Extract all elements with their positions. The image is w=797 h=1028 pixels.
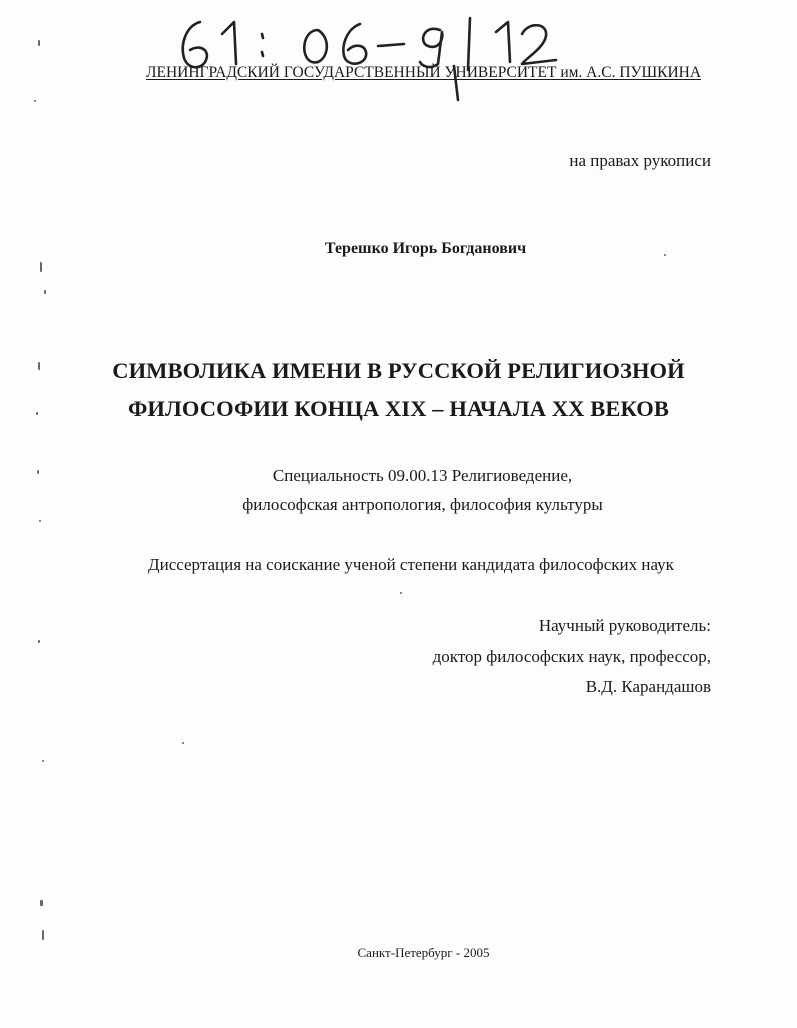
hw-digit-1: [222, 22, 236, 64]
specialty-line-1: Специальность 09.00.13 Религиоведение,: [272, 466, 573, 485]
title-line-2: ФИЛОСОФИИ КОНЦА XIX – НАЧАЛА XX ВЕКОВ: [127, 396, 670, 421]
hw-digit-0: [304, 30, 327, 62]
university-name: ЛЕНИНГРАДСКИЙ ГОСУДАРСТВЕННЫЙ УНИВЕРСИТЕТ им. А.С. ПУШКИНА: [146, 64, 702, 81]
scan-speck: [38, 40, 40, 46]
scan-speck: [40, 900, 43, 906]
scan-speck: [664, 254, 666, 256]
scan-speck: [36, 412, 38, 415]
hw-colon: [262, 34, 263, 56]
scan-speck: [42, 930, 44, 940]
hw-digit-6b: [343, 24, 366, 64]
supervisor-degree: доктор философских наук, профессор,: [432, 647, 711, 666]
supervisor-heading: Научный руководитель:: [538, 616, 711, 635]
scan-speck: [38, 640, 40, 643]
scan-speck: [182, 742, 184, 744]
scan-speck: [34, 100, 36, 102]
supervisor-name: В.Д. Карандашов: [585, 677, 711, 696]
hw-digit-2: [522, 25, 556, 64]
scan-speck: [400, 592, 402, 594]
scan-speck: [38, 362, 40, 370]
hw-digit-9: [420, 29, 442, 67]
author-name: Терешко Игорь Богданович: [324, 240, 527, 257]
handwritten-catalog-number: [0, 0, 797, 110]
hw-digit-1b: [496, 22, 510, 62]
city-year: Санкт-Петербург - 2005: [357, 945, 490, 960]
dissertation-statement: Диссертация на соискание ученой степени кандидата философских наук: [148, 555, 674, 574]
manuscript-note: на правах рукописи: [569, 151, 711, 170]
scan-speck: [37, 470, 39, 474]
scan-speck: [42, 760, 44, 762]
scan-speck: [39, 520, 41, 522]
specialty-line-2: философская антропология, философия культуры: [242, 495, 603, 514]
scan-speck: [40, 262, 42, 272]
hw-dash: [378, 44, 404, 46]
hw-digit-6: [183, 22, 207, 67]
title-line-1: СИМВОЛИКА ИМЕНИ В РУССКОЙ РЕЛИГИОЗНОЙ: [112, 358, 685, 383]
hw-slash: [468, 18, 470, 70]
scan-speck: [44, 290, 46, 294]
